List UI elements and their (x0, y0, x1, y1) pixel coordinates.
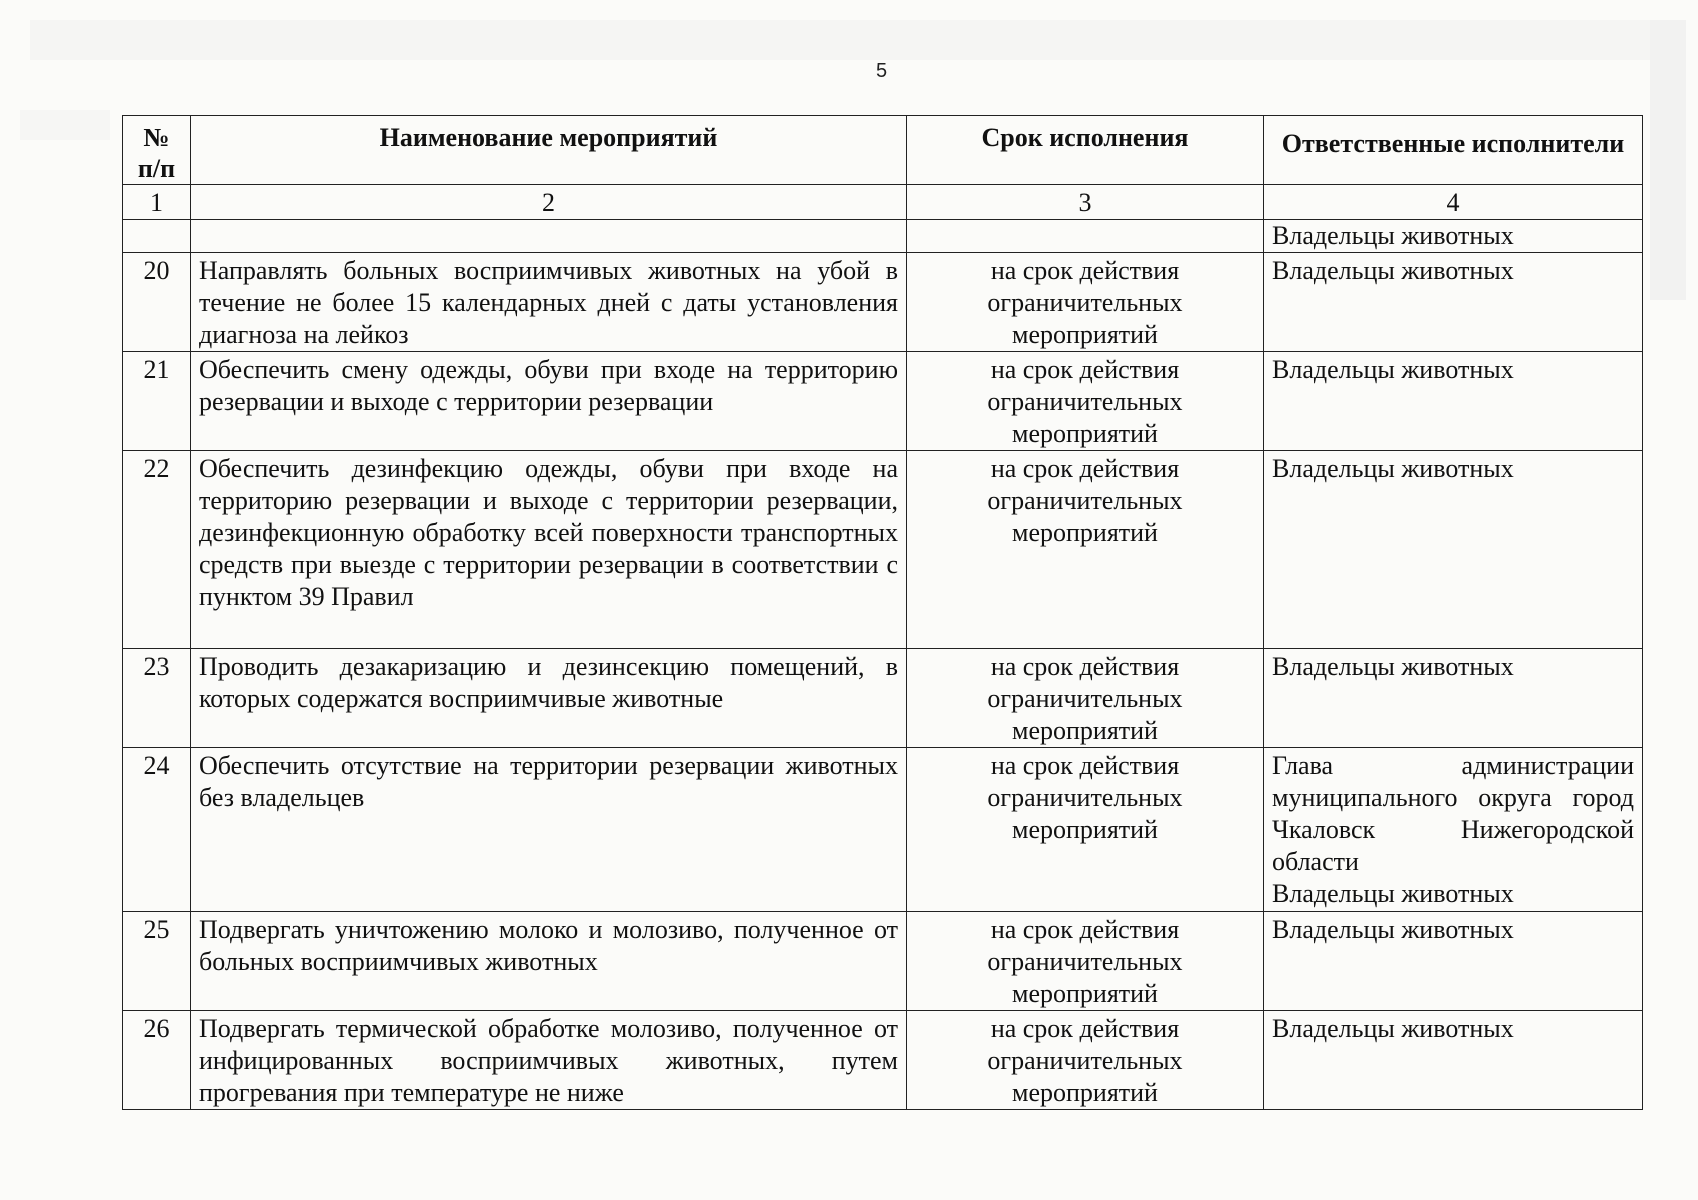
column-index-cell: 1 (123, 185, 191, 220)
row-responsible: Владельцы животных (1264, 352, 1643, 451)
row-term: на срок действия ограничительных мероприятий (907, 649, 1264, 748)
row-number: 20 (123, 253, 191, 352)
row-responsible-secondary: Владельцы животных (1272, 879, 1514, 908)
table-row (123, 1011, 1643, 1110)
row-number: 25 (123, 912, 191, 1011)
row-number: 21 (123, 352, 191, 451)
table-row (123, 649, 1643, 748)
row-term (907, 220, 1264, 253)
row-responsible: Владельцы животных (1264, 220, 1643, 253)
row-description (191, 220, 907, 253)
row-responsible: Владельцы животных (1264, 649, 1643, 748)
row-term: на срок действия ограничительных мероприятий (907, 451, 1264, 649)
row-description: Обеспечить дезинфекцию одежды, обуви при входе на территорию резервации и выходе с территории резервации, дезинфекционную обработку всей поверхности транспортных средств при выезде с территории резервации в соответствии с пунктом 39 Правил (191, 451, 907, 649)
row-number: 24 (123, 748, 191, 912)
row-number (123, 220, 191, 253)
table-header-row (123, 116, 1643, 185)
table-row (123, 451, 1643, 649)
table-row (123, 912, 1643, 1011)
table-row (123, 748, 1643, 912)
scan-noise-top (30, 20, 1650, 60)
row-responsible: Глава администрации муниципального округа город Чкаловск Нижегородской области (1272, 751, 1634, 876)
row-description: Подвергать термической обработке молозиво, полученное от инфицированных восприимчивых животных, путем прогревания при температуре не ниже (191, 1011, 907, 1110)
page-number: 5 (876, 60, 888, 82)
table-row (123, 352, 1643, 451)
header-deadline: Срок исполнения (907, 116, 1264, 185)
row-number: 23 (123, 649, 191, 748)
row-term: на срок действия ограничительных мероприятий (907, 253, 1264, 352)
header-responsible: Ответственные исполнители (1264, 116, 1643, 185)
scan-noise-right (1650, 20, 1686, 300)
row-term: на срок действия ограничительных мероприятий (907, 352, 1264, 451)
column-index-cell: 4 (1264, 185, 1643, 220)
scan-noise-left (20, 110, 110, 140)
column-index-cell: 3 (907, 185, 1264, 220)
row-responsible: Владельцы животных (1264, 1011, 1643, 1110)
row-description: Направлять больных восприимчивых животных на убой в течение не более 15 календарных дней с даты установления диагноза на лейкоз (191, 253, 907, 352)
row-description: Проводить дезакаризацию и дезинсекцию помещений, в которых содержатся восприимчивые животные (191, 649, 907, 748)
measures-table (122, 115, 1643, 1110)
column-index-row (123, 185, 1643, 220)
row-responsible: Владельцы животных (1264, 253, 1643, 352)
header-measure-name: Наименование мероприятий (191, 116, 907, 185)
row-term: на срок действия ограничительных мероприятий (907, 1011, 1264, 1110)
row-description: Обеспечить отсутствие на территории резервации животных без владельцев (191, 748, 907, 912)
row-responsible-cell (1264, 748, 1643, 912)
row-term: на срок действия ограничительных мероприятий (907, 912, 1264, 1011)
table-row (123, 253, 1643, 352)
header-number: № п/п (123, 116, 191, 185)
continuation-row (123, 220, 1643, 253)
row-responsible: Владельцы животных (1264, 912, 1643, 1011)
row-responsible: Владельцы животных (1264, 451, 1643, 649)
row-number: 22 (123, 451, 191, 649)
row-number: 26 (123, 1011, 191, 1110)
row-description: Обеспечить смену одежды, обуви при входе на территорию резервации и выходе с территории резервации (191, 352, 907, 451)
column-index-cell: 2 (191, 185, 907, 220)
row-description: Подвергать уничтожению молоко и молозиво, полученное от больных восприимчивых животных (191, 912, 907, 1011)
row-term: на срок действия ограничительных мероприятий (907, 748, 1264, 912)
